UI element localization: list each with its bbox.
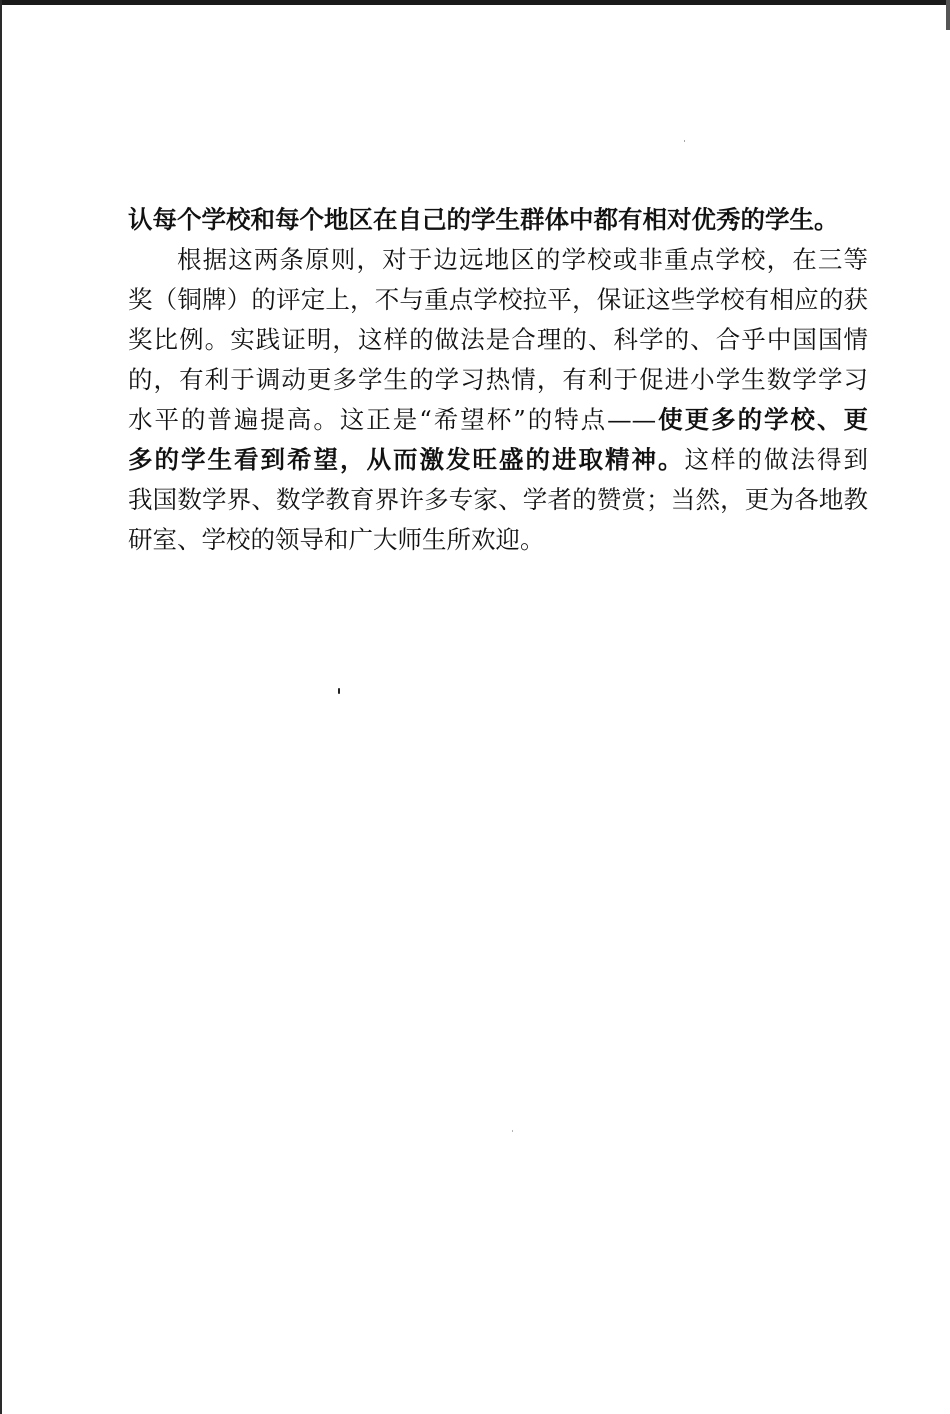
- scan-speck: [512, 1130, 513, 1132]
- scan-top-border: [0, 0, 950, 5]
- bold-text-segment: 认每个学校和每个地区在自己的学生群体中都有相对优秀的学生。: [128, 205, 839, 234]
- text-line: [128, 240, 868, 280]
- text-line: [128, 360, 868, 400]
- text-segment: 水平的普遍提高。这正是“希望杯”的特点——: [128, 405, 657, 434]
- text-segment: 根据这两条原则，对于边远地区的学校或非重点学校，在三等: [177, 245, 868, 274]
- text-line: [128, 280, 868, 320]
- bold-text-segment: 使更多的学校、更: [656, 405, 868, 434]
- text-line: [128, 200, 868, 240]
- text-segment: 的，有利于调动更多学生的学习热情，有利于促进小学生数学学习: [128, 365, 868, 394]
- scan-corner-shadow: [946, 0, 950, 30]
- body-text: [128, 200, 868, 560]
- text-segment: 研室、学校的领导和广大师生所欢迎。: [128, 525, 545, 554]
- text-line: [128, 400, 868, 440]
- bold-text-segment: 多的学生看到希望，从而激发旺盛的进取精神。: [128, 445, 685, 474]
- text-line: [128, 480, 868, 520]
- text-line: [128, 440, 868, 480]
- text-line: [128, 320, 868, 360]
- scan-speck: [684, 140, 685, 142]
- text-segment: 奖（铜牌）的评定上，不与重点学校拉平，保证这些学校有相应的获: [128, 285, 868, 314]
- scan-left-edge: [0, 0, 2, 1414]
- text-line: [128, 520, 868, 560]
- text-segment: 奖比例。实践证明，这样的做法是合理的、科学的、合乎中国国情: [128, 325, 868, 354]
- scan-speck: [338, 688, 340, 694]
- text-segment: 这样的做法得到: [684, 445, 868, 474]
- text-segment: 我国数学界、数学教育界许多专家、学者的赞赏；当然，更为各地教: [128, 485, 868, 514]
